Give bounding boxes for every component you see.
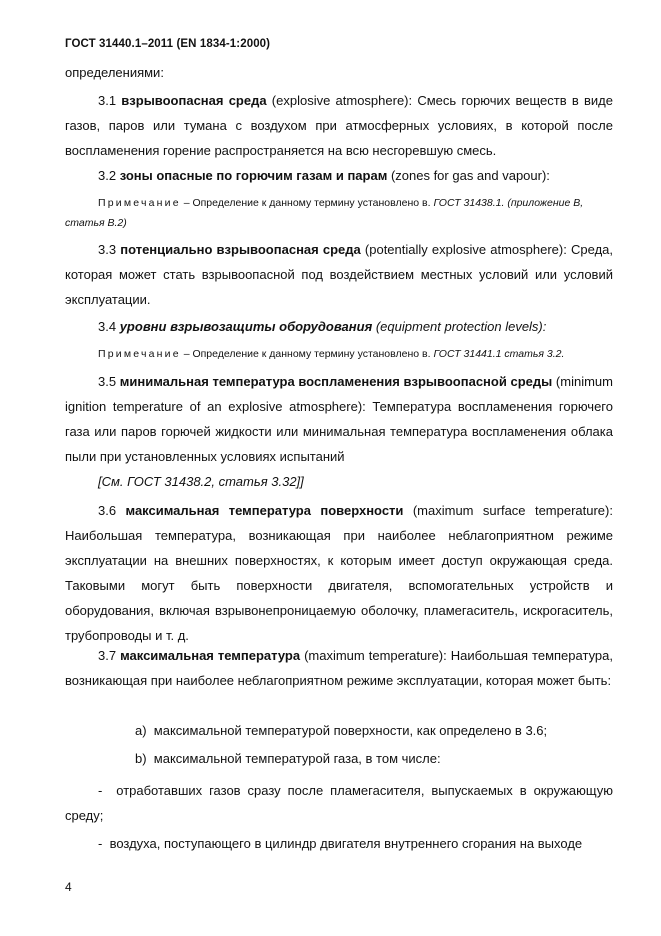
clause-number: 3.7 [98, 648, 117, 663]
definition-3-1 [65, 88, 613, 163]
dash-item-2 [65, 831, 613, 856]
list-text: максимальной температурой газа, в том числе: [153, 751, 441, 766]
definition-3-7 [65, 643, 613, 693]
definition-text: (maximum temperature): Наибольшая температура, возникающая при наиболее неблагоприятном режиме эксплуатации, которая может быть: [65, 648, 613, 688]
note-label: Примечание [98, 197, 181, 209]
term: уровни взрывозащиты оборудования [119, 319, 373, 334]
document-header: ГОСТ 31440.1–2011 (EN 1834-1:2000) [65, 38, 271, 50]
clause-number: 3.2 [98, 168, 117, 183]
definition-3-6 [65, 498, 613, 648]
list-text: воздуха, поступающего в цилиндр двигателя внутреннего сгорания на выходе [109, 836, 583, 851]
term: взрывоопасная среда [121, 93, 267, 108]
list-marker: - [98, 783, 103, 798]
term: зоны опасные по горючим газам и парам [119, 168, 388, 183]
definition-text: (equipment protection levels): [372, 319, 547, 334]
definition-3-5 [65, 369, 613, 469]
clause-number: 3.3 [98, 242, 117, 257]
note-reference: ГОСТ 31441.1 статья 3.2. [433, 348, 565, 360]
reference-3-5: [См. ГОСТ 31438.2, статья 3.32]] [98, 474, 304, 489]
list-item-b [135, 746, 441, 771]
page-number: 4 [65, 880, 72, 894]
note-text: – Определение к данному термину установлено в. [180, 348, 434, 360]
list-text: максимальной температурой поверхности, как определено в 3.6; [153, 723, 548, 738]
clause-number: 3.4 [98, 319, 117, 334]
definition-text: (minimum ignition temperature of an explosive atmosphere): Температура воспламенения горючего газа или паров горючей жидкости или минимальная температура воспламенения облака пыли при установленных условиях испытаний [65, 374, 613, 464]
list-text: отработавших газов сразу после пламегасителя, выпускаемых в окружающую среду; [65, 783, 613, 823]
term: максимальная температура [120, 648, 301, 663]
clause-number: 3.1 [98, 93, 117, 108]
list-marker: a) [135, 723, 147, 738]
note-1 [65, 193, 613, 233]
note-2 [65, 344, 613, 364]
clause-number: 3.5 [98, 374, 117, 389]
note-reference: ГОСТ 31438.1. (приложение В, статья В.2) [65, 197, 584, 229]
intro-line: определениями: [65, 65, 164, 80]
list-item-a [135, 718, 547, 743]
list-marker: - [98, 836, 103, 851]
definition-3-2 [65, 163, 613, 188]
clause-number: 3.6 [98, 503, 117, 518]
definition-text: (maximum surface temperature): Наибольшая температура, возникающая при наиболее неблагоприятном режиме эксплуатации на внешних поверхностях, к которым имеет доступ окружающая среда. Таковыми могут быть поверхности двигателя, вспомогательных устройств и оборудования, включая взрывонепроницаемую оболочку, пламегаситель, искрогаситель, трубопроводы и т. д. [65, 503, 613, 643]
term: максимальная температура поверхности [125, 503, 404, 518]
definition-text: (explosive atmosphere): Смесь горючих веществ в виде газов, паров или тумана с воздухом при атмосферных условиях, в которой после воспламенения горение распространяется на всю несгоревшую смесь. [65, 93, 613, 158]
definition-3-4 [65, 314, 613, 339]
definition-3-3 [65, 237, 613, 312]
definition-text: (zones for gas and vapour): [387, 168, 550, 183]
term: потенциально взрывоопасная среда [120, 242, 361, 257]
note-text: – Определение к данному термину установлено в. [180, 197, 434, 209]
definition-text: (potentially explosive atmosphere): Среда, которая может стать взрывоопасной под воздействием местных условий или условий эксплуатации. [65, 242, 613, 307]
term: минимальная температура воспламенения взрывоопасной среды [119, 374, 553, 389]
note-label: Примечание [98, 348, 181, 360]
dash-item-1 [65, 778, 613, 828]
list-marker: b) [135, 751, 147, 766]
